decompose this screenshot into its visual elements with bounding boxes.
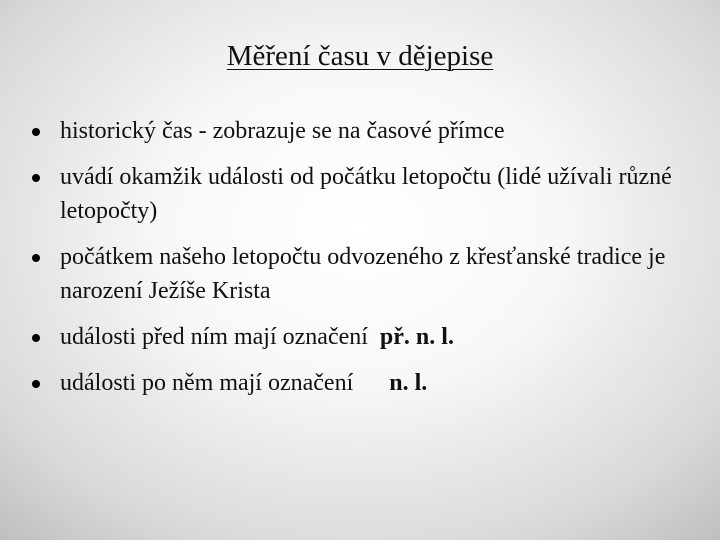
bullet-item-moment-of-event (32, 160, 692, 228)
bullet-text: události před ním mají označení (60, 324, 368, 350)
bullet-text: počátkem našeho letopočtu odvozeného z křesťanské tradice je narození Ježíše Krista (60, 244, 666, 304)
bullet-list (32, 114, 692, 412)
bullet-item-historical-time (32, 114, 692, 148)
bullet-item-before-christ (32, 320, 692, 354)
term-bc: př. n. l. (379, 324, 454, 350)
bullet-item-anno-domini (32, 366, 692, 400)
bullet-dot-icon (32, 128, 40, 136)
bullet-dot-icon (32, 380, 40, 388)
bullet-text: historický čas - zobrazuje se na časové přímce (60, 118, 505, 144)
bullet-text: uvádí okamžik události od počátku letopočtu (lidé užívali různé letopočty) (60, 164, 672, 224)
bullet-text: události po něm mají označení (60, 370, 354, 396)
bullet-dot-icon (32, 254, 40, 262)
term-ad: n. l. (389, 370, 428, 396)
bullet-dot-icon (32, 174, 40, 182)
bullet-dot-icon (32, 334, 40, 342)
bullet-item-start-of-era (32, 240, 692, 308)
slide-title: Měření času v dějepise (226, 40, 494, 72)
